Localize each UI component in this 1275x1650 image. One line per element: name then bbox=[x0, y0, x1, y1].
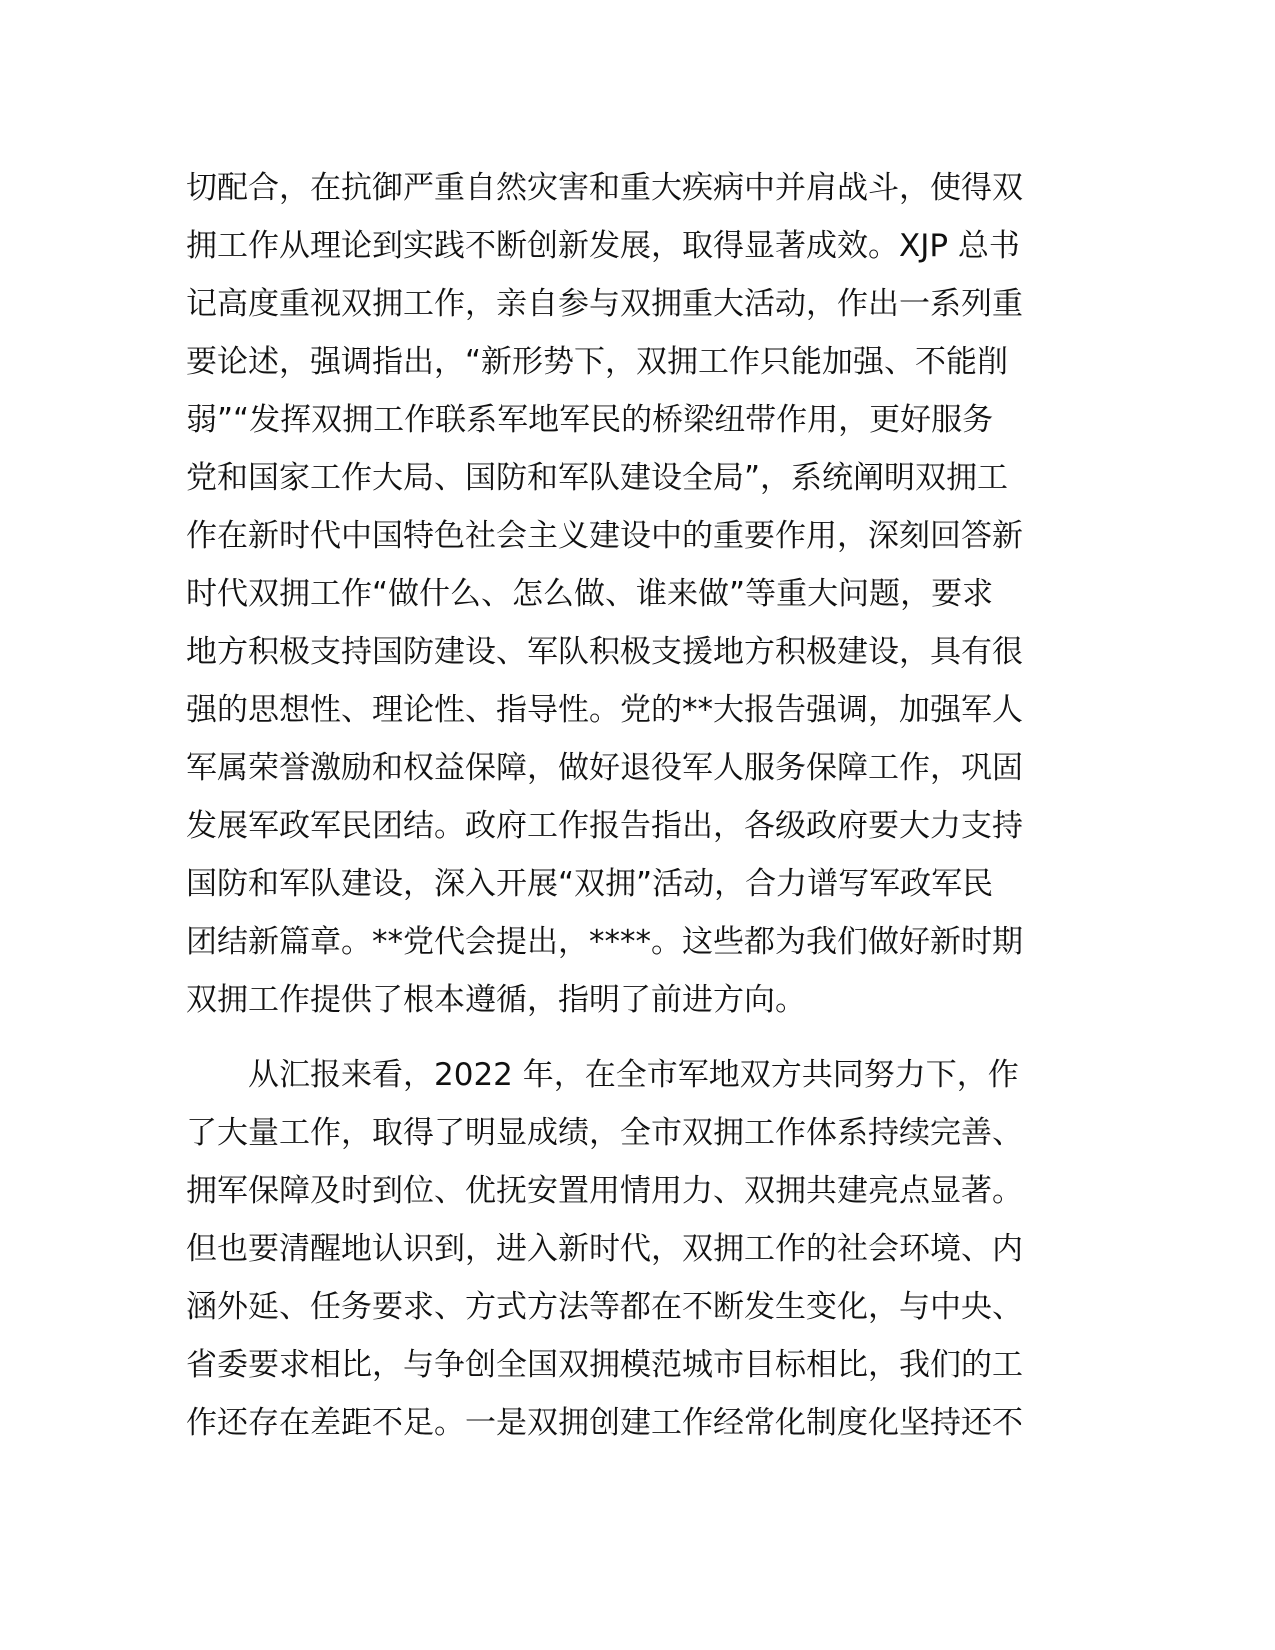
text-line: 发展军政军民团结。政府工作报告指出，各级政府要大力支持 bbox=[186, 808, 1023, 844]
text-line: 切配合，在抗御严重自然灾害和重大疾病中并肩战斗，使得双 bbox=[186, 170, 1023, 206]
paragraph-2 bbox=[186, 1046, 1086, 1452]
text-line: 强的思想性、理论性、指导性。党的**大报告强调，加强军人 bbox=[186, 692, 1023, 728]
text-line: 但也要清醒地认识到，进入新时代，双拥工作的社会环境、内 bbox=[186, 1231, 1023, 1267]
text-line: 记高度重视双拥工作，亲自参与双拥重大活动，作出一系列重 bbox=[186, 286, 1023, 322]
text-line: 地方积极支持国防建设、军队积极支援地方积极建设，具有很 bbox=[186, 634, 1023, 670]
text-line: 党和国家工作大局、国防和军队建设全局”，系统阐明双拥工 bbox=[186, 460, 1009, 496]
text-line: 双拥工作提供了根本遵循，指明了前进方向。 bbox=[186, 982, 806, 1018]
text-line: 要论述，强调指出，“新形势下，双拥工作只能加强、不能削 bbox=[186, 344, 1009, 380]
text-line: 涵外延、任务要求、方式方法等都在不断发生变化，与中央、 bbox=[186, 1289, 1023, 1325]
text-line: 军属荣誉激励和权益保障，做好退役军人服务保障工作，巩固 bbox=[186, 750, 1023, 786]
text-line: 从汇报来看，2022 年，在全市军地双方共同努力下，作 bbox=[186, 1057, 1019, 1093]
text-line: 拥工作从理论到实践不断创新发展，取得显著成效。XJP 总书 bbox=[186, 228, 1020, 264]
text-line: 省委要求相比，与争创全国双拥模范城市目标相比，我们的工 bbox=[186, 1347, 1023, 1383]
text-line: 作还存在差距不足。一是双拥创建工作经常化制度化坚持还不 bbox=[186, 1405, 1023, 1441]
text-line: 团结新篇章。**党代会提出，****。这些都为我们做好新时期 bbox=[186, 924, 1023, 960]
paragraph-1 bbox=[186, 159, 1086, 1029]
text-line: 拥军保障及时到位、优抚安置用情用力、双拥共建亮点显著。 bbox=[186, 1173, 1023, 1209]
text-line: 作在新时代中国特色社会主义建设中的重要作用，深刻回答新 bbox=[186, 518, 1023, 554]
text-line: 了大量工作，取得了明显成绩，全市双拥工作体系持续完善、 bbox=[186, 1115, 1023, 1151]
text-line: 国防和军队建设，深入开展“双拥”活动，合力谱写军政军民 bbox=[186, 866, 994, 902]
text-line: 时代双拥工作“做什么、怎么做、谁来做”等重大问题，要求 bbox=[186, 576, 994, 612]
text-line: 弱”“发挥双拥工作联系军地军民的桥梁纽带作用，更好服务 bbox=[186, 402, 994, 438]
